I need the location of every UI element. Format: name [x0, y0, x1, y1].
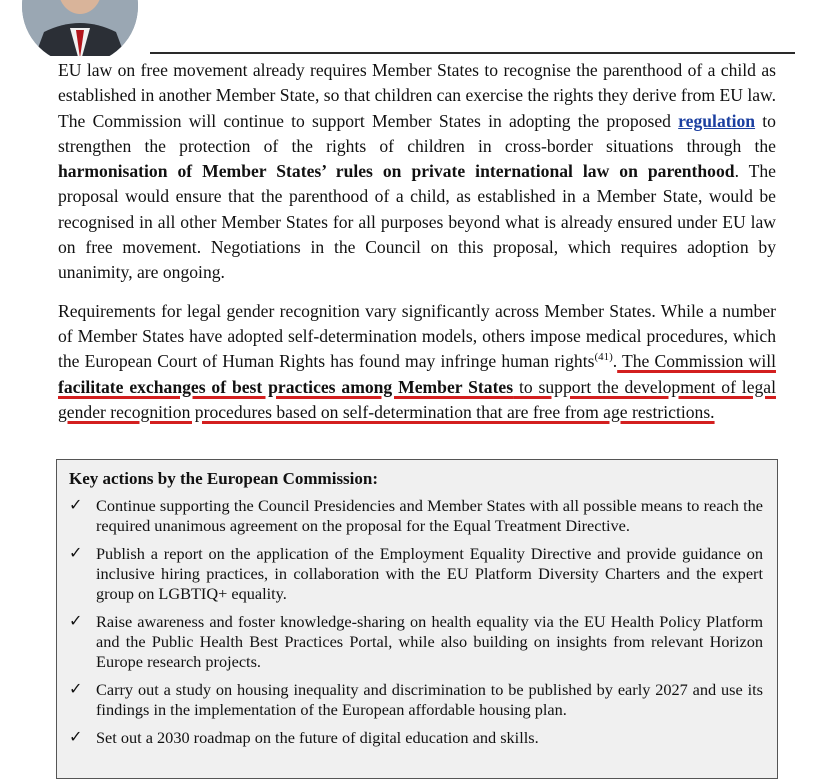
- paragraph-text: EU law on free movement already requires Member States to recognise the parenthood of a child as established in another Member State, so that children can exercise the rights they derive from EU law. The Commission will continue to support Member States in adopting the proposed: [58, 60, 777, 131]
- paragraph-text: Requirements for legal gender recognition vary significantly across Member States. While a number of Member States have adopted self-determination models, others impose medical procedures, which the European Court of Human Rights has found may infringe human rights: [58, 300, 776, 372]
- key-action-text: Carry out a study on housing inequality and discrimination to be published by early 2027 and use its findings in the implementation of the European affordable housing plan.: [96, 680, 763, 719]
- key-action-text: Raise awareness and foster knowledge-sharing on health equality via the EU Health Policy Platform and the Public Health Best Practices Portal, while also building on insights from relevant Horizon Europe research projects.: [96, 612, 763, 671]
- key-action-text: Set out a 2030 roadmap on the future of digital education and skills.: [96, 728, 539, 747]
- profile-avatar[interactable]: [22, 0, 138, 56]
- paragraph-gender-recognition: [58, 299, 776, 425]
- highlight-text: The Commission will: [617, 351, 776, 372]
- key-action-item: [69, 612, 763, 672]
- highlight-bold-phrase: facilitate exchanges of best practices among Member States: [58, 376, 514, 397]
- key-actions-title: Key actions by the European Commission:: [69, 469, 379, 488]
- checkmark-icon: ✓: [69, 681, 83, 698]
- paragraph-parenthood: [58, 58, 776, 286]
- bold-phrase: harmonisation of Member States’ rules on private international law on parenthood: [58, 161, 735, 182]
- key-action-item: [69, 728, 763, 748]
- checkmark-icon: ✓: [69, 497, 83, 514]
- header-divider: [150, 52, 795, 54]
- regulation-link[interactable]: regulation: [678, 110, 756, 131]
- highlight-text: to support the development of legal gender recognition procedures based on self-determination that are free from age restrictions.: [58, 376, 776, 422]
- document-excerpt: [58, 58, 776, 438]
- paragraph-text: to strengthen the protection of the rights of children in cross-border situations through the: [58, 110, 776, 156]
- key-action-item: [69, 544, 763, 604]
- paragraph-text: .: [612, 351, 618, 372]
- post-header: [0, 0, 820, 56]
- footnote-ref[interactable]: (41): [594, 351, 613, 364]
- paragraph-text: . The proposal would ensure that the parenthood of a child, as established in a Member State, would be recognised in all other Member States for all purposes beyond what is already ensured under EU law on free movement. Negotiations in the Council on this proposal, which requires adoption by unanimity, are ongoing.: [58, 161, 776, 283]
- checkmark-icon: ✓: [69, 613, 83, 630]
- checkmark-icon: ✓: [69, 545, 83, 562]
- post-title: [168, 0, 665, 56]
- avatar-photo: [22, 0, 138, 56]
- key-action-item: [69, 680, 763, 720]
- key-action-item: [69, 496, 763, 536]
- key-action-text: Publish a report on the application of the Employment Equality Directive and provide guidance on inclusive hiring practices, in collaboration with the EU Platform Diversity Charters and the expert group on LGBTIQ+ equality.: [96, 544, 763, 603]
- checkmark-icon: ✓: [69, 729, 83, 746]
- key-action-text: Continue supporting the Council Presidencies and Member States with all possible means to reach the required unanimous agreement on the proposal for the Equal Treatment Directive.: [96, 496, 763, 535]
- key-actions-box: [56, 459, 778, 779]
